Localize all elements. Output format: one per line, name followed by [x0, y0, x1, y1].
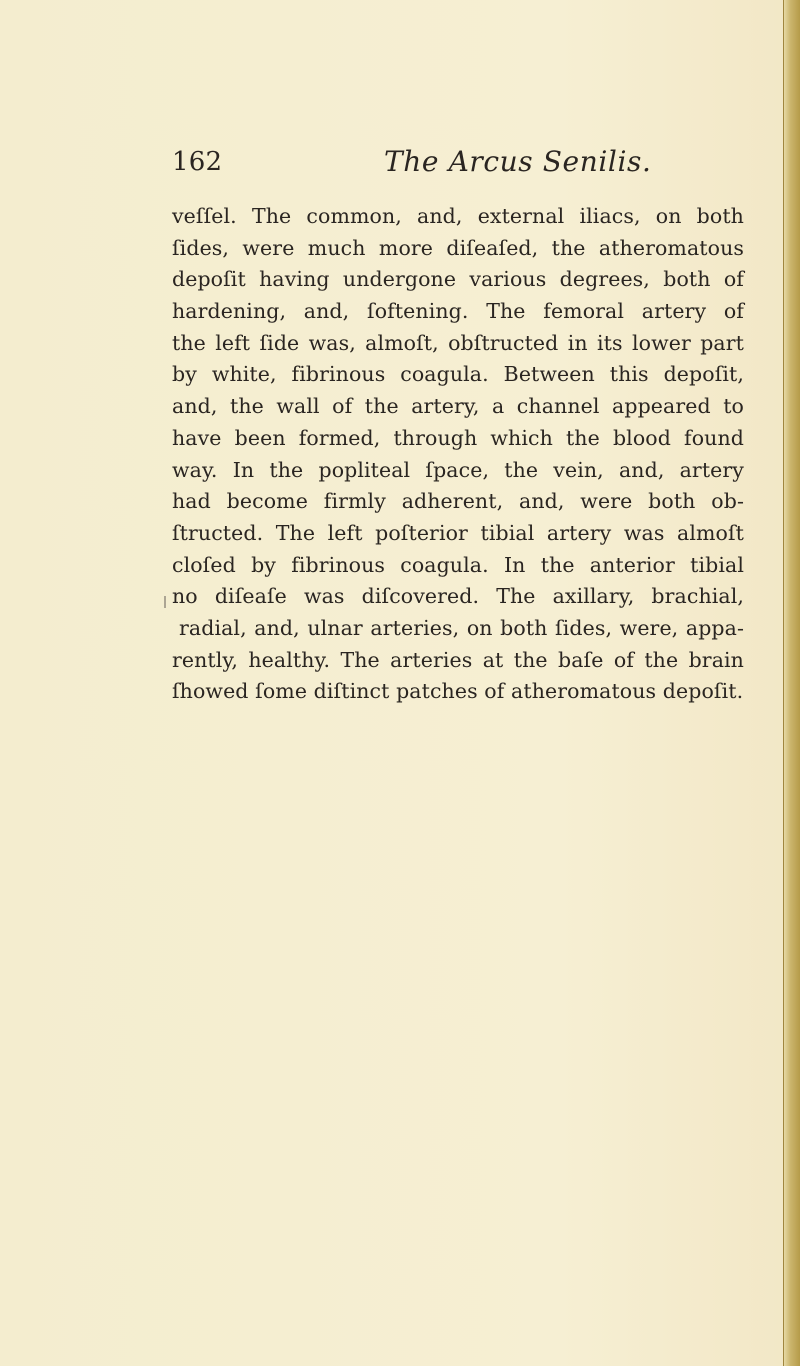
text-line: way. In the popliteal ſpace, the vein, and, artery	[172, 457, 744, 482]
text-line: depoſit having undergone various degrees, both of	[172, 267, 744, 292]
text-line: have been formed, through which the blood found	[172, 425, 744, 450]
text-line: by white, fibrinous coagula. Between this depoſit,	[172, 362, 744, 387]
text-line: cloſed by fibrinous coagula. In the anterior tibial	[172, 552, 744, 577]
page-header	[172, 146, 692, 188]
text-line: the left ſide was, almoſt, obſtructed in its lower part	[172, 330, 744, 355]
text-line: ſides, were much more diſeaſed, the atheromatous	[172, 235, 744, 260]
body-paragraph	[172, 201, 744, 708]
text-line: no diſeaſe was diſcovered. The axillary, brachial,	[172, 584, 744, 609]
margin-mark	[164, 596, 166, 608]
running-title: The Arcus Senilis.	[384, 145, 652, 178]
text-line: rently, healthy. The arteries at the baſe of the brain	[172, 647, 744, 672]
text-line: had become firmly adherent, and, were both ob-	[172, 489, 744, 514]
text-line: and, the wall of the artery, a channel appeared to	[172, 394, 744, 419]
text-line: veſſel. The common, and, external iliacs, on both	[172, 204, 744, 228]
text-line: hardening, and, ſoftening. The femoral artery of	[172, 299, 744, 324]
text-line: ſtructed. The left poſterior tibial artery was almoſt	[172, 520, 744, 545]
page-edge	[783, 0, 800, 1366]
text-line: ſhowed ſome diſtinct patches of atheromatous depoſit.	[172, 679, 744, 704]
page-number: 162	[172, 147, 223, 177]
text-line: radial, and, ulnar arteries, on both ſides, were, appa-	[179, 615, 744, 640]
